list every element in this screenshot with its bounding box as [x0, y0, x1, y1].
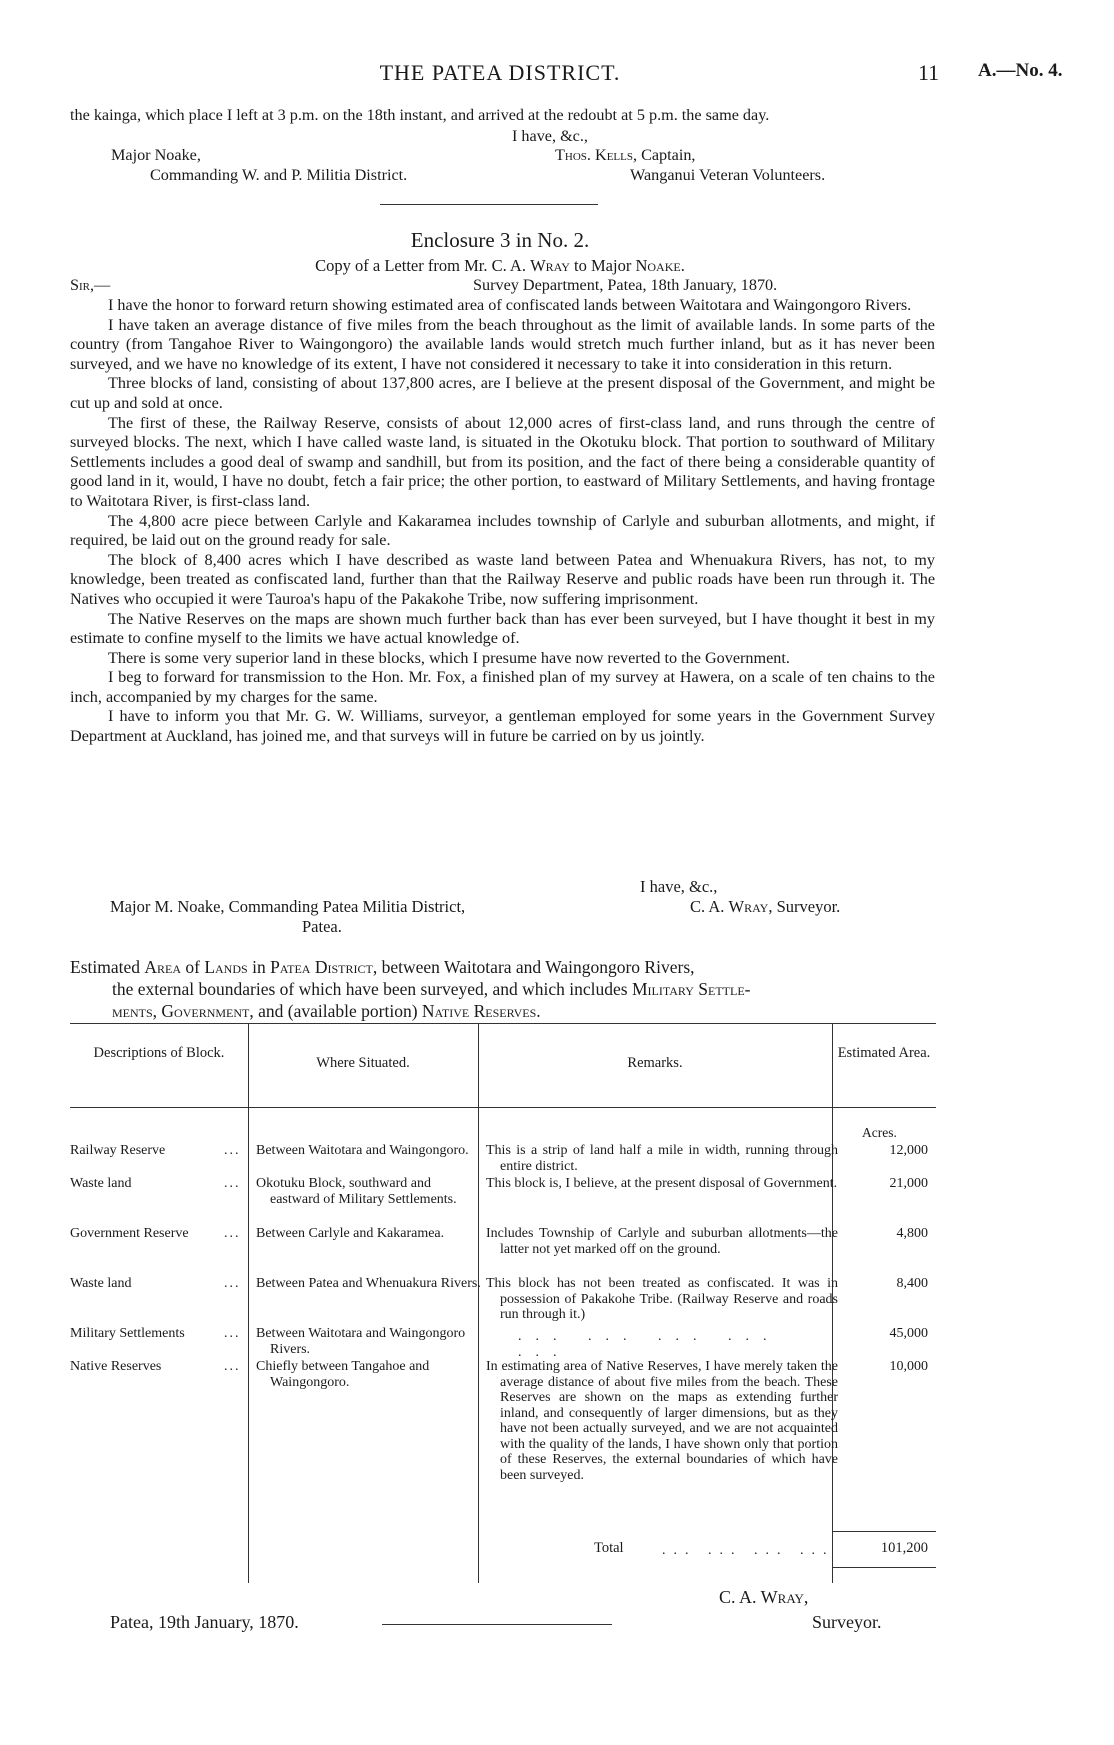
total-label: Total	[594, 1540, 624, 1556]
title-word: of	[185, 957, 200, 977]
enclosure-heading: Enclosure 3 in No. 2.	[410, 228, 590, 252]
title-word: , between Waitotara and Waingongoro Rivers,	[372, 957, 695, 977]
leader-dots: ...	[224, 1326, 241, 1341]
header-area: Estimated Area.	[837, 1045, 931, 1061]
row-description: Waste land	[70, 1176, 132, 1191]
row-area: 10,000	[889, 1359, 928, 1374]
paragraph: Three blocks of land, consisting of about 137,800 acres, are I believe at the present disposal of the Government, and might be cut up and sold at once.	[70, 374, 935, 412]
letter2-addressee: Major M. Noake, Commanding Patea Militia District,	[110, 897, 466, 916]
row-area: 4,800	[896, 1226, 928, 1241]
row-situated: Between Patea and Whenuakura Rivers.	[256, 1276, 481, 1291]
leader-dots: ...	[224, 1143, 241, 1158]
copy-end: .	[680, 256, 685, 275]
document-reference: A.—No. 4.	[978, 60, 1063, 81]
total-rule-top	[832, 1531, 936, 1532]
letter1-have: I have, &c.,	[512, 127, 588, 145]
paragraph: I beg to forward for transmission to the Hon. Mr. Fox, a finished plan of my survey at Hawera, on a scale of ten chains to the inch, accompanied by my charges for the same.	[70, 668, 935, 706]
footer-signer	[719, 1587, 808, 1608]
row-remarks: This block is, I believe, at the present disposal of Government.	[486, 1176, 838, 1191]
paragraph: I have to inform you that Mr. G. W. Williams, surveyor, a gentleman employed for some years in the Government Survey Department at Auckland, has joined me, and that surveys will in future be carried on by us jointly.	[70, 707, 935, 746]
title-text: Native Reserves	[421, 1001, 537, 1021]
page-header-title: THE PATEA DISTRICT.	[379, 60, 621, 85]
closing-paragraph: the kainga, which place I left at 3 p.m. on the 18th instant, and arrived at the redoubt at 5 p.m. the same day.	[70, 106, 770, 124]
row-situated: Okotuku Block, southward and eastward of Military Settlements.	[256, 1176, 457, 1207]
total-value: 101,200	[880, 1540, 928, 1556]
estimate-title-line1	[70, 957, 695, 977]
leader-dots: ...	[224, 1226, 241, 1241]
paragraph: I have the honor to forward return showing estimated area of confiscated lands between Waitotara and Waingongoro Rivers.	[108, 296, 912, 314]
letter1-signer-unit: Wanganui Veteran Volunteers.	[630, 166, 826, 184]
paragraph: The first of these, the Railway Reserve, consists of about 12,000 acres of first-class land, and runs through the centre of surveyed blocks. The next, which I have called waste land, is situated in the Okotuku block. That portion to southward of Military Settlements includes a good deal of swamp and sandhill, but from its position, and the fact of there being a considerable quantity of good land in it, would, I have no doubt, fetch a fair price; the other portion, to eastward of Military Settlements, and having frontage to Waitotara River, is first-class land.	[70, 413, 935, 510]
row-description: Waste land	[70, 1276, 132, 1291]
column-divider	[478, 1023, 479, 1583]
page-number: 11	[918, 60, 940, 85]
copy-prefix: Copy of a Letter from Mr. C. A.	[315, 256, 531, 275]
title-text: ,	[152, 1001, 162, 1021]
row-situated: Chiefly between Tangahoe and Waingongoro.	[256, 1359, 430, 1390]
title-word: District	[314, 957, 373, 977]
row-description: Railway Reserve	[70, 1143, 166, 1158]
letter1-addressee-name: Major Noake,	[111, 146, 201, 164]
signer-title: , Surveyor.	[768, 897, 841, 916]
estimate-title-line2	[70, 978, 936, 1000]
paragraph: There is some very superior land in these blocks, which I presume have now reverted to the Government.	[108, 648, 790, 667]
footer-rule	[382, 1624, 612, 1625]
title-text: Military Settle-	[631, 979, 751, 999]
title-word: Area	[144, 957, 181, 977]
copy-mid: to Major	[569, 256, 636, 275]
row-area: 21,000	[889, 1176, 928, 1191]
row-area: 12,000	[889, 1143, 928, 1158]
title-word: Estimated	[70, 957, 140, 977]
row-description: Government Reserve	[70, 1226, 189, 1241]
title-text: Government	[161, 1001, 250, 1021]
title-text: the external boundaries of which have been surveyed, and which includes	[112, 979, 632, 999]
paragraph: The 4,800 acre piece between Carlyle and Kakaramea includes township of Carlyle and suburban allotments, and might, if required, be laid out on the ground ready for sale.	[70, 511, 935, 550]
row-description: Military Settlements	[70, 1326, 185, 1341]
letter2-have: I have, &c.,	[640, 877, 718, 896]
salutation: Sir,—	[70, 276, 111, 294]
title-text: ments	[112, 1001, 153, 1021]
title-word: Lands	[204, 957, 248, 977]
estimate-title-line3	[70, 1000, 936, 1022]
paragraph: I have taken an average distance of five miles from the beach throughout as the limit of available lands. In some parts of the country (from Tangahoe River to Waingongoro) the available lands would stretch much further inland, but as it has never been surveyed, and we have no knowledge of its extent, I have not considered it necessary to take it into consideration in this return.	[70, 315, 935, 373]
row-situated: Between Waitotara and Waingongoro Rivers.	[256, 1326, 466, 1357]
footer-signer-name: C. A. Wray,	[719, 1587, 809, 1607]
letter1-addressee-title: Commanding W. and P. Militia District.	[150, 166, 408, 184]
letter1-signature	[555, 146, 695, 165]
leader-dots: ...	[224, 1176, 241, 1191]
leader-dots: ...	[224, 1359, 241, 1374]
copy-to: Noake	[635, 256, 681, 275]
total-dots: ... ... ... ...	[662, 1543, 835, 1558]
signer-prefix: C. A.	[690, 897, 729, 916]
row-remarks: This block has not been treated as confiscated. It was in possession of Pakakohe Tribe. (Railway Reserve and roads run through it.)	[486, 1276, 838, 1322]
estimate-table	[70, 1023, 936, 1583]
signer-rank: , Captain,	[632, 146, 696, 164]
title-word: in	[252, 957, 266, 977]
estimate-title	[70, 956, 936, 1022]
area-unit: Acres.	[862, 1125, 897, 1140]
row-remarks: This is a strip of land half a mile in width, running through entire district.	[486, 1143, 838, 1174]
table-header-rule	[70, 1107, 936, 1108]
row-area: 8,400	[896, 1276, 928, 1291]
row-remarks: Includes Township of Carlyle and suburban allotments—the latter not yet marked off on the ground.	[486, 1226, 838, 1257]
total-rule-bottom	[832, 1567, 936, 1568]
column-divider	[248, 1023, 249, 1583]
footer-place-date: Patea, 19th January, 1870.	[110, 1612, 299, 1632]
row-remarks: ... ... ... ... ...	[518, 1329, 781, 1360]
signer-name: Kells	[595, 146, 633, 164]
row-situated: Between Waitotara and Waingongoro.	[256, 1143, 469, 1158]
table-top-rule	[70, 1023, 936, 1024]
divider-rule	[380, 204, 598, 205]
place-date: Survey Department, Patea, 18th January, 1870.	[473, 276, 778, 294]
paragraph: The block of 8,400 acres which I have described as waste land between Patea and Whenuakura Rivers, has not, to my knowledge, been treated as confiscated land, further than that the Railway Reserve and public roads have been run through it. The Natives who occupied it were Tauroa's hapu of the Pakakohe Tribe, now suffering imprisonment.	[70, 550, 935, 608]
copy-from: Wray	[530, 256, 570, 275]
title-text: .	[536, 1001, 541, 1021]
letter2-addressee-place: Patea.	[302, 917, 342, 936]
header-remarks: Remarks.	[627, 1055, 683, 1071]
previous-letter-closing	[70, 106, 935, 126]
title-text: , and (available portion)	[249, 1001, 422, 1021]
row-description: Native Reserves	[70, 1359, 162, 1374]
letter2-body	[70, 296, 935, 747]
letter2-signature	[690, 897, 840, 917]
header-situation: Where Situated.	[316, 1055, 410, 1071]
paragraph: The Native Reserves on the maps are shown much further back than has ever been surveyed, but I have thought it best in my estimate to confine myself to the limits we have actual knowledge of.	[70, 609, 935, 648]
signer-name: Wray	[728, 897, 769, 916]
title-word: Patea	[270, 957, 311, 977]
copy-line	[0, 256, 1000, 276]
footer-signer-title: Surveyor.	[812, 1612, 882, 1632]
row-remarks: In estimating area of Native Reserves, I have merely taken the average distance of about five miles from the beach. These Reserves are shown on the maps as extending further inland, and consequently of larger dimensions, but as they have not been actually surveyed, and we are not acquainted with the quality of the lands, I have shown only that portion of these Reserves, the external boundaries of which have been surveyed.	[486, 1359, 838, 1483]
row-situated: Between Carlyle and Kakaramea.	[256, 1226, 445, 1241]
header-description: Descriptions of Block.	[93, 1045, 225, 1061]
signer-prefix: Thos.	[555, 146, 591, 164]
leader-dots: ...	[224, 1276, 241, 1291]
row-area: 45,000	[889, 1326, 928, 1341]
